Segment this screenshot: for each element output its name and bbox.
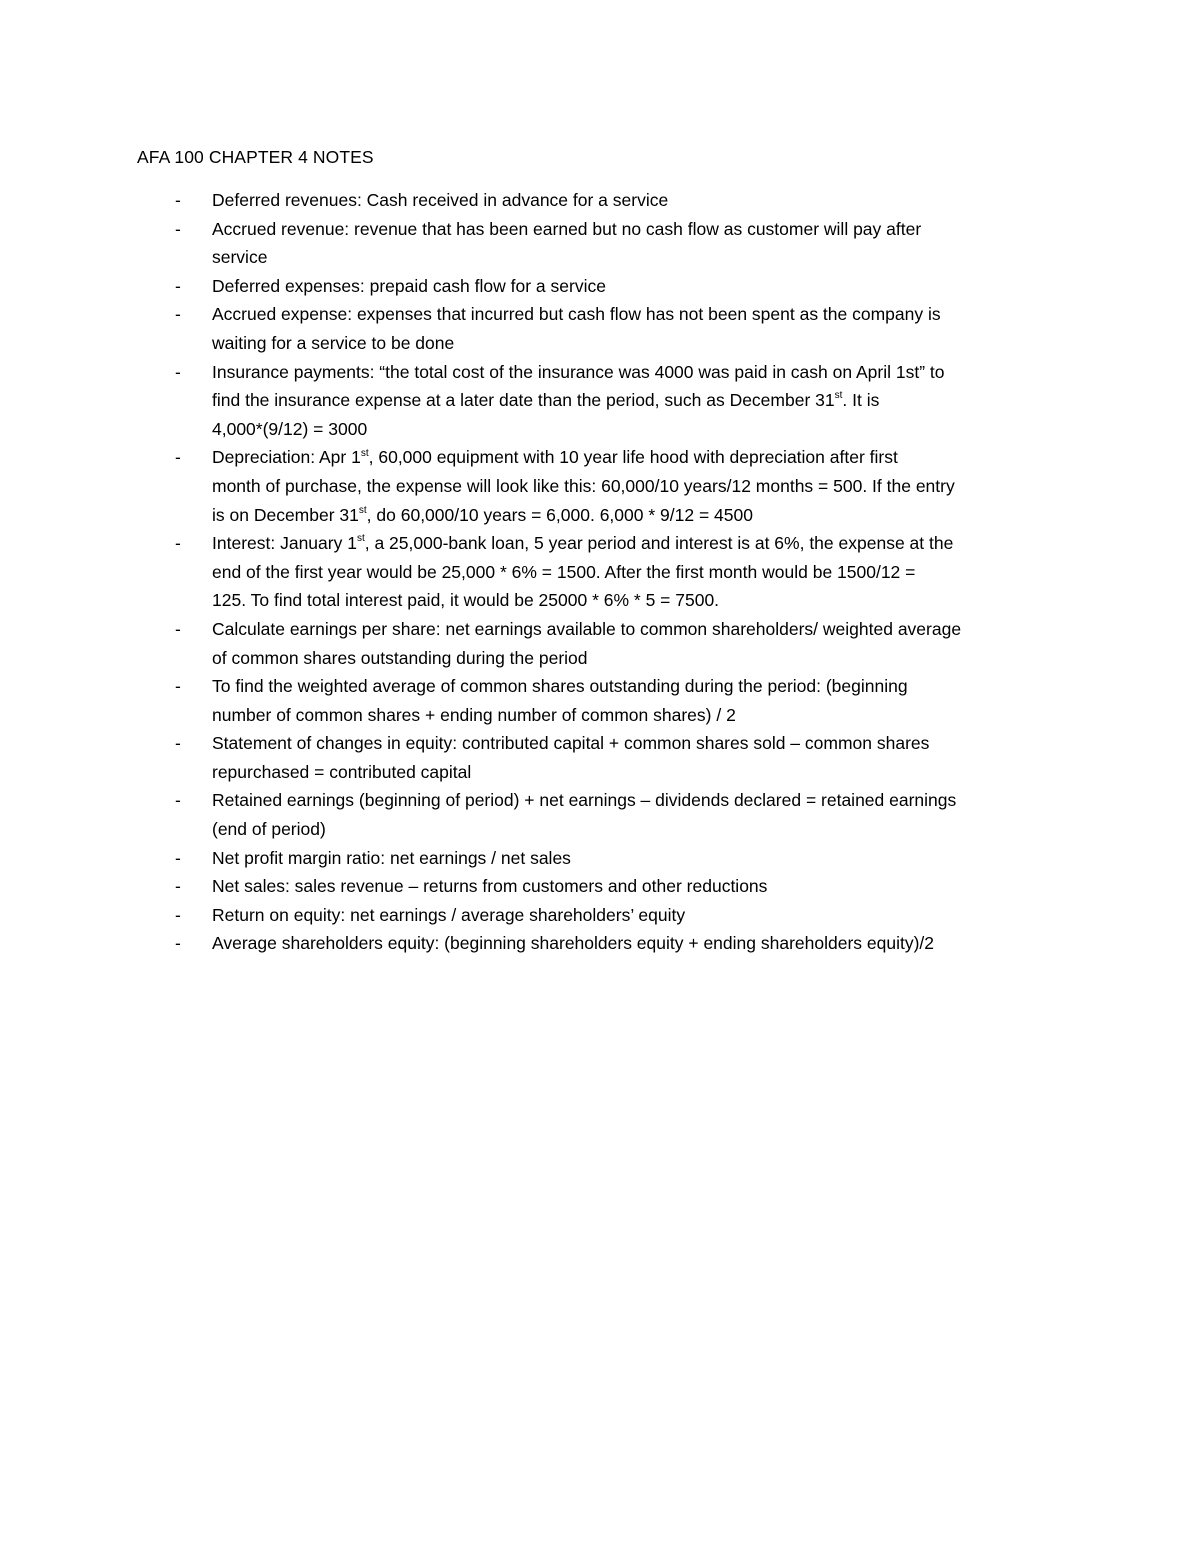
note-item <box>0 844 1064 873</box>
note-line: Average shareholders equity: (beginning shareholders equity + ending shareholders equity)/2 <box>212 933 935 954</box>
note-item <box>0 300 1064 357</box>
note-text <box>212 529 1064 615</box>
note-text <box>212 615 1064 672</box>
note-line: 4,000*(9/12) = 3000 <box>212 418 368 439</box>
note-item <box>0 529 1064 615</box>
note-text <box>212 844 1064 873</box>
note-line: service <box>212 247 268 268</box>
note-line: repurchased = contributed capital <box>212 761 472 782</box>
note-line: end of the first year would be 25,000 * 6% = 1500. After the first month would be 1500/12 = <box>212 561 916 582</box>
bullet-dash: - <box>175 847 181 868</box>
note-item <box>0 358 1064 444</box>
note-item <box>0 215 1064 272</box>
note-line: Deferred expenses: prepaid cash flow for a service <box>212 275 606 296</box>
bullet-dash: - <box>175 933 181 954</box>
note-item <box>0 729 1064 786</box>
note-line: Deferred revenues: Cash received in advance for a service <box>212 190 669 210</box>
note-line: Accrued revenue: revenue that has been earned but no cash flow as customer will pay after <box>212 218 922 239</box>
note-line: waiting for a service to be done <box>212 332 455 353</box>
bullet-dash: - <box>175 218 181 239</box>
note-item <box>0 186 1064 215</box>
bullet-dash: - <box>175 904 181 925</box>
note-item <box>0 901 1064 930</box>
note-item <box>0 615 1064 672</box>
note-line: Interest: January 1st, a 25,000-bank loan, 5 year period and interest is at 6%, the expense at the <box>212 533 954 554</box>
note-item <box>0 872 1064 901</box>
note-line: Accrued expense: expenses that incurred but cash flow has not been spent as the company is <box>212 304 941 325</box>
superscript-ordinal: st <box>356 533 365 545</box>
bullet-dash: - <box>175 447 181 468</box>
note-item <box>0 443 1064 529</box>
bullet-dash: - <box>175 361 181 382</box>
note-line: is on December 31st, do 60,000/10 years = 6,000. 6,000 * 9/12 = 4500 <box>212 504 753 525</box>
note-item <box>0 672 1064 729</box>
superscript-ordinal: st <box>360 447 369 459</box>
document-title: AFA 100 CHAPTER 4 NOTES <box>137 147 374 167</box>
bullet-dash: - <box>175 275 181 296</box>
bullet-dash: - <box>175 533 181 554</box>
note-item <box>0 786 1064 843</box>
note-text <box>212 672 1064 729</box>
bullet-dash: - <box>175 618 181 639</box>
note-text <box>212 186 1064 215</box>
note-item <box>0 272 1064 301</box>
note-text <box>212 786 1064 843</box>
note-text <box>212 443 1064 529</box>
bullet-dash: - <box>175 304 181 325</box>
superscript-ordinal: st <box>834 390 843 402</box>
note-line: To find the weighted average of common shares outstanding during the period: (beginning <box>212 676 908 697</box>
note-line: find the insurance expense at a later date than the period, such as December 31st. It is <box>212 390 880 411</box>
note-line: Statement of changes in equity: contributed capital + common shares sold – common shares <box>212 733 930 754</box>
note-line: Calculate earnings per share: net earnings available to common shareholders/ weighted average <box>212 618 962 639</box>
note-text <box>212 872 1064 901</box>
bullet-dash: - <box>175 190 181 210</box>
bullet-dash: - <box>175 676 181 697</box>
note-line: 125. To find total interest paid, it would be 25000 * 6% * 5 = 7500. <box>212 590 720 611</box>
note-line: Return on equity: net earnings / average shareholders’ equity <box>212 904 686 925</box>
note-line: number of common shares + ending number of common shares) / 2 <box>212 704 736 725</box>
note-line: Insurance payments: “the total cost of the insurance was 4000 was paid in cash on April 1st” to <box>212 361 945 382</box>
notes-list <box>0 186 1200 958</box>
note-line: Net sales: sales revenue – returns from customers and other reductions <box>212 876 768 897</box>
bullet-dash: - <box>175 790 181 811</box>
note-item <box>0 929 1064 958</box>
note-text <box>212 901 1064 930</box>
note-text <box>212 929 1064 958</box>
note-line: month of purchase, the expense will look like this: 60,000/10 years/12 months = 500. If the entry <box>212 475 955 496</box>
note-line: Net profit margin ratio: net earnings / net sales <box>212 847 571 868</box>
note-text <box>212 300 1064 357</box>
note-text <box>212 215 1064 272</box>
bullet-dash: - <box>175 733 181 754</box>
note-line: Depreciation: Apr 1st, 60,000 equipment with 10 year life hood with depreciation after first <box>212 447 898 468</box>
note-line: of common shares outstanding during the period <box>212 647 588 668</box>
bullet-dash: - <box>175 876 181 897</box>
note-text <box>212 358 1064 444</box>
note-line: Retained earnings (beginning of period) + net earnings – dividends declared = retained earnings <box>212 790 957 811</box>
superscript-ordinal: st <box>358 504 367 516</box>
note-text <box>212 729 1064 786</box>
note-line: (end of period) <box>212 819 326 840</box>
note-text <box>212 272 1064 301</box>
